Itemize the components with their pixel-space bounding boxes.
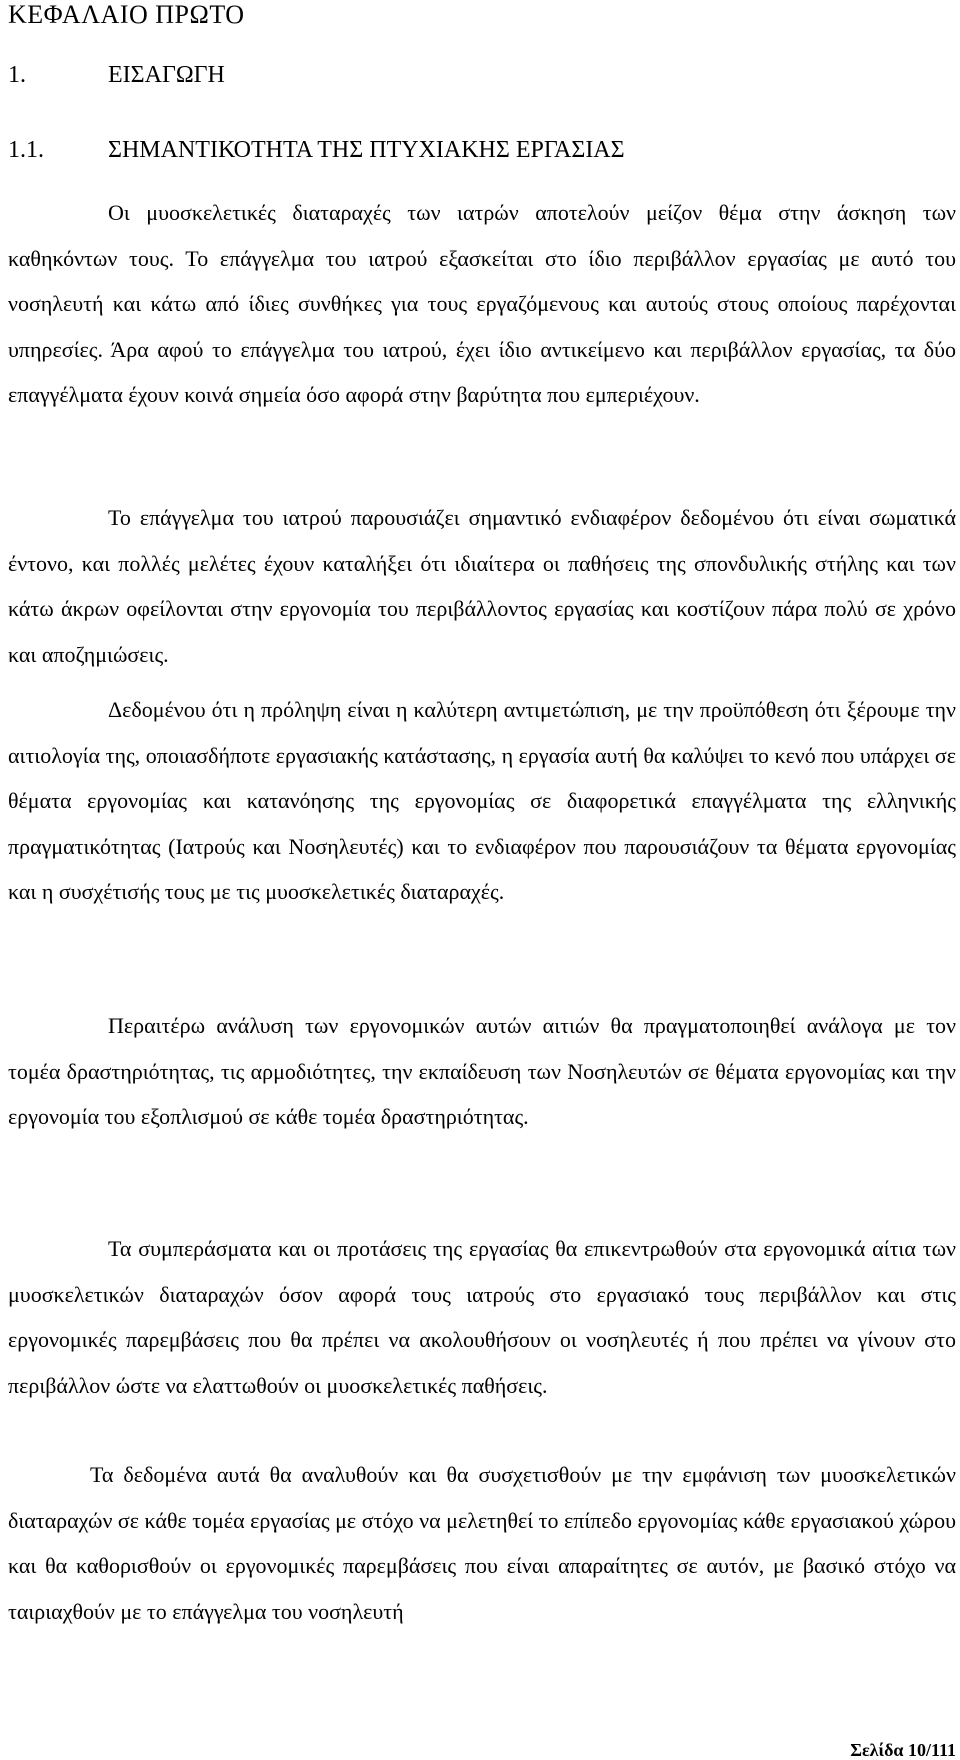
document-page: [8, 0, 956, 1759]
paragraph-3: Δεδομένου ότι η πρόληψη είναι η καλύτερη αντιμετώπιση, με την προϋπόθεση ότι ξέρουμε την αιτιολογία της, οποιασδήποτε εργασιακής κατάστασης, η εργασία αυτή θα καλύψει το κενό που υπάρχει σε θέματα εργονομίας και κατανόησης της εργονομίας σε διαφορετικά επαγγέλματα της ελληνικής πραγματικότητας (Ιατρούς και Νοσηλευτές) και το ενδιαφέρον που παρουσιάζουν τα θέματα εργονομίας και η συσχέτισής τους με τις μυοσκελετικές διαταραχές.: [8, 697, 956, 904]
paragraph-5: Τα συμπεράσματα και οι προτάσεις της εργασίας θα επικεντρωθούν στα εργονομικά αίτια των μυοσκελετικών διαταραχών όσον αφορά τους ιατρούς στο εργασιακό τους περιβάλλον και στις εργονομικές παρεμβάσεις που θα πρέπει να ακολουθήσουν οι νοσηλευτές ή που πρέπει να γίνουν στο περιβάλλον ώστε να ελαττωθούν οι μυοσκελετικές παθήσεις.: [8, 1236, 956, 1398]
paragraph-6: Τα δεδομένα αυτά θα αναλυθούν και θα συσχετισθούν με την εμφάνιση των μυοσκελετικών διαταραχών σε κάθε τομέα εργασίας με στόχο να μελετηθεί το επίπεδο εργονομίας κάθε εργασιακού χώρου και θα καθορισθούν οι εργονομικές παρεμβάσεις που είναι απαραίτητες σε αυτόν, με βασικό στόχο να ταιριαχθούν με το επάγγελμα του νοσηλευτή: [8, 1462, 956, 1624]
subsection-title: ΣΗΜΑΝΤΙΚΟΤΗΤΑ ΤΗΣ ΠΤΥΧΙΑΚΗΣ ΕΡΓΑΣΙΑΣ: [108, 137, 625, 163]
section-heading: [8, 60, 225, 90]
section-number: 1.: [8, 62, 26, 88]
subsection-number: 1.1.: [8, 137, 44, 163]
page-number-footer: Σελίδα 10/111: [850, 1740, 956, 1760]
section-title: ΕΙΣΑΓΩΓΗ: [108, 62, 225, 88]
paragraph-4: Περαιτέρω ανάλυση των εργονομικών αυτών αιτιών θα πραγματοποιηθεί ανάλογα με τον τομέα δραστηριότητας, τις αρμοδιότητες, την εκπαίδευση των Νοσηλευτών σε θέματα εργονομίας και την εργονομία του εξοπλισμού σε κάθε τομέα δραστηριότητας.: [8, 1013, 956, 1129]
paragraph-1: Οι μυοσκελετικές διαταραχές των ιατρών αποτελούν μείζον θέμα στην άσκηση των καθηκόντων τους. Το επάγγελμα του ιατρού εξασκείται στο ίδιο περιβάλλον εργασίας με αυτό του νοσηλευτή και κάτω από ίδιες συνθήκες για τους εργαζόμενους και αυτούς στους οποίους παρέχονται υπηρεσίες. Άρα αφού το επάγγελμα του ιατρού, έχει ίδιο αντικείμενο και περιβάλλον εργασίας, τα δύο επαγγέλματα έχουν κοινά σημεία όσο αφορά στην βαρύτητα που εμπεριέχουν.: [8, 200, 956, 407]
paragraph-2: Το επάγγελμα του ιατρού παρουσιάζει σημαντικό ενδιαφέρον δεδομένου ότι είναι σωματικά έντονο, και πολλές μελέτες έχουν καταλήξει ότι ιδιαίτερα οι παθήσεις της σπονδυλικής στήλης και των κάτω άκρων οφείλονται στην εργονομία του περιβάλλοντος εργασίας και κοστίζουν πάρα πολύ σε χρόνο και αποζημιώσεις.: [8, 505, 956, 667]
chapter-title: ΚΕΦΑΛΑΙΟ ΠΡΩΤΟ: [8, 0, 245, 29]
subsection-heading: [8, 135, 625, 165]
